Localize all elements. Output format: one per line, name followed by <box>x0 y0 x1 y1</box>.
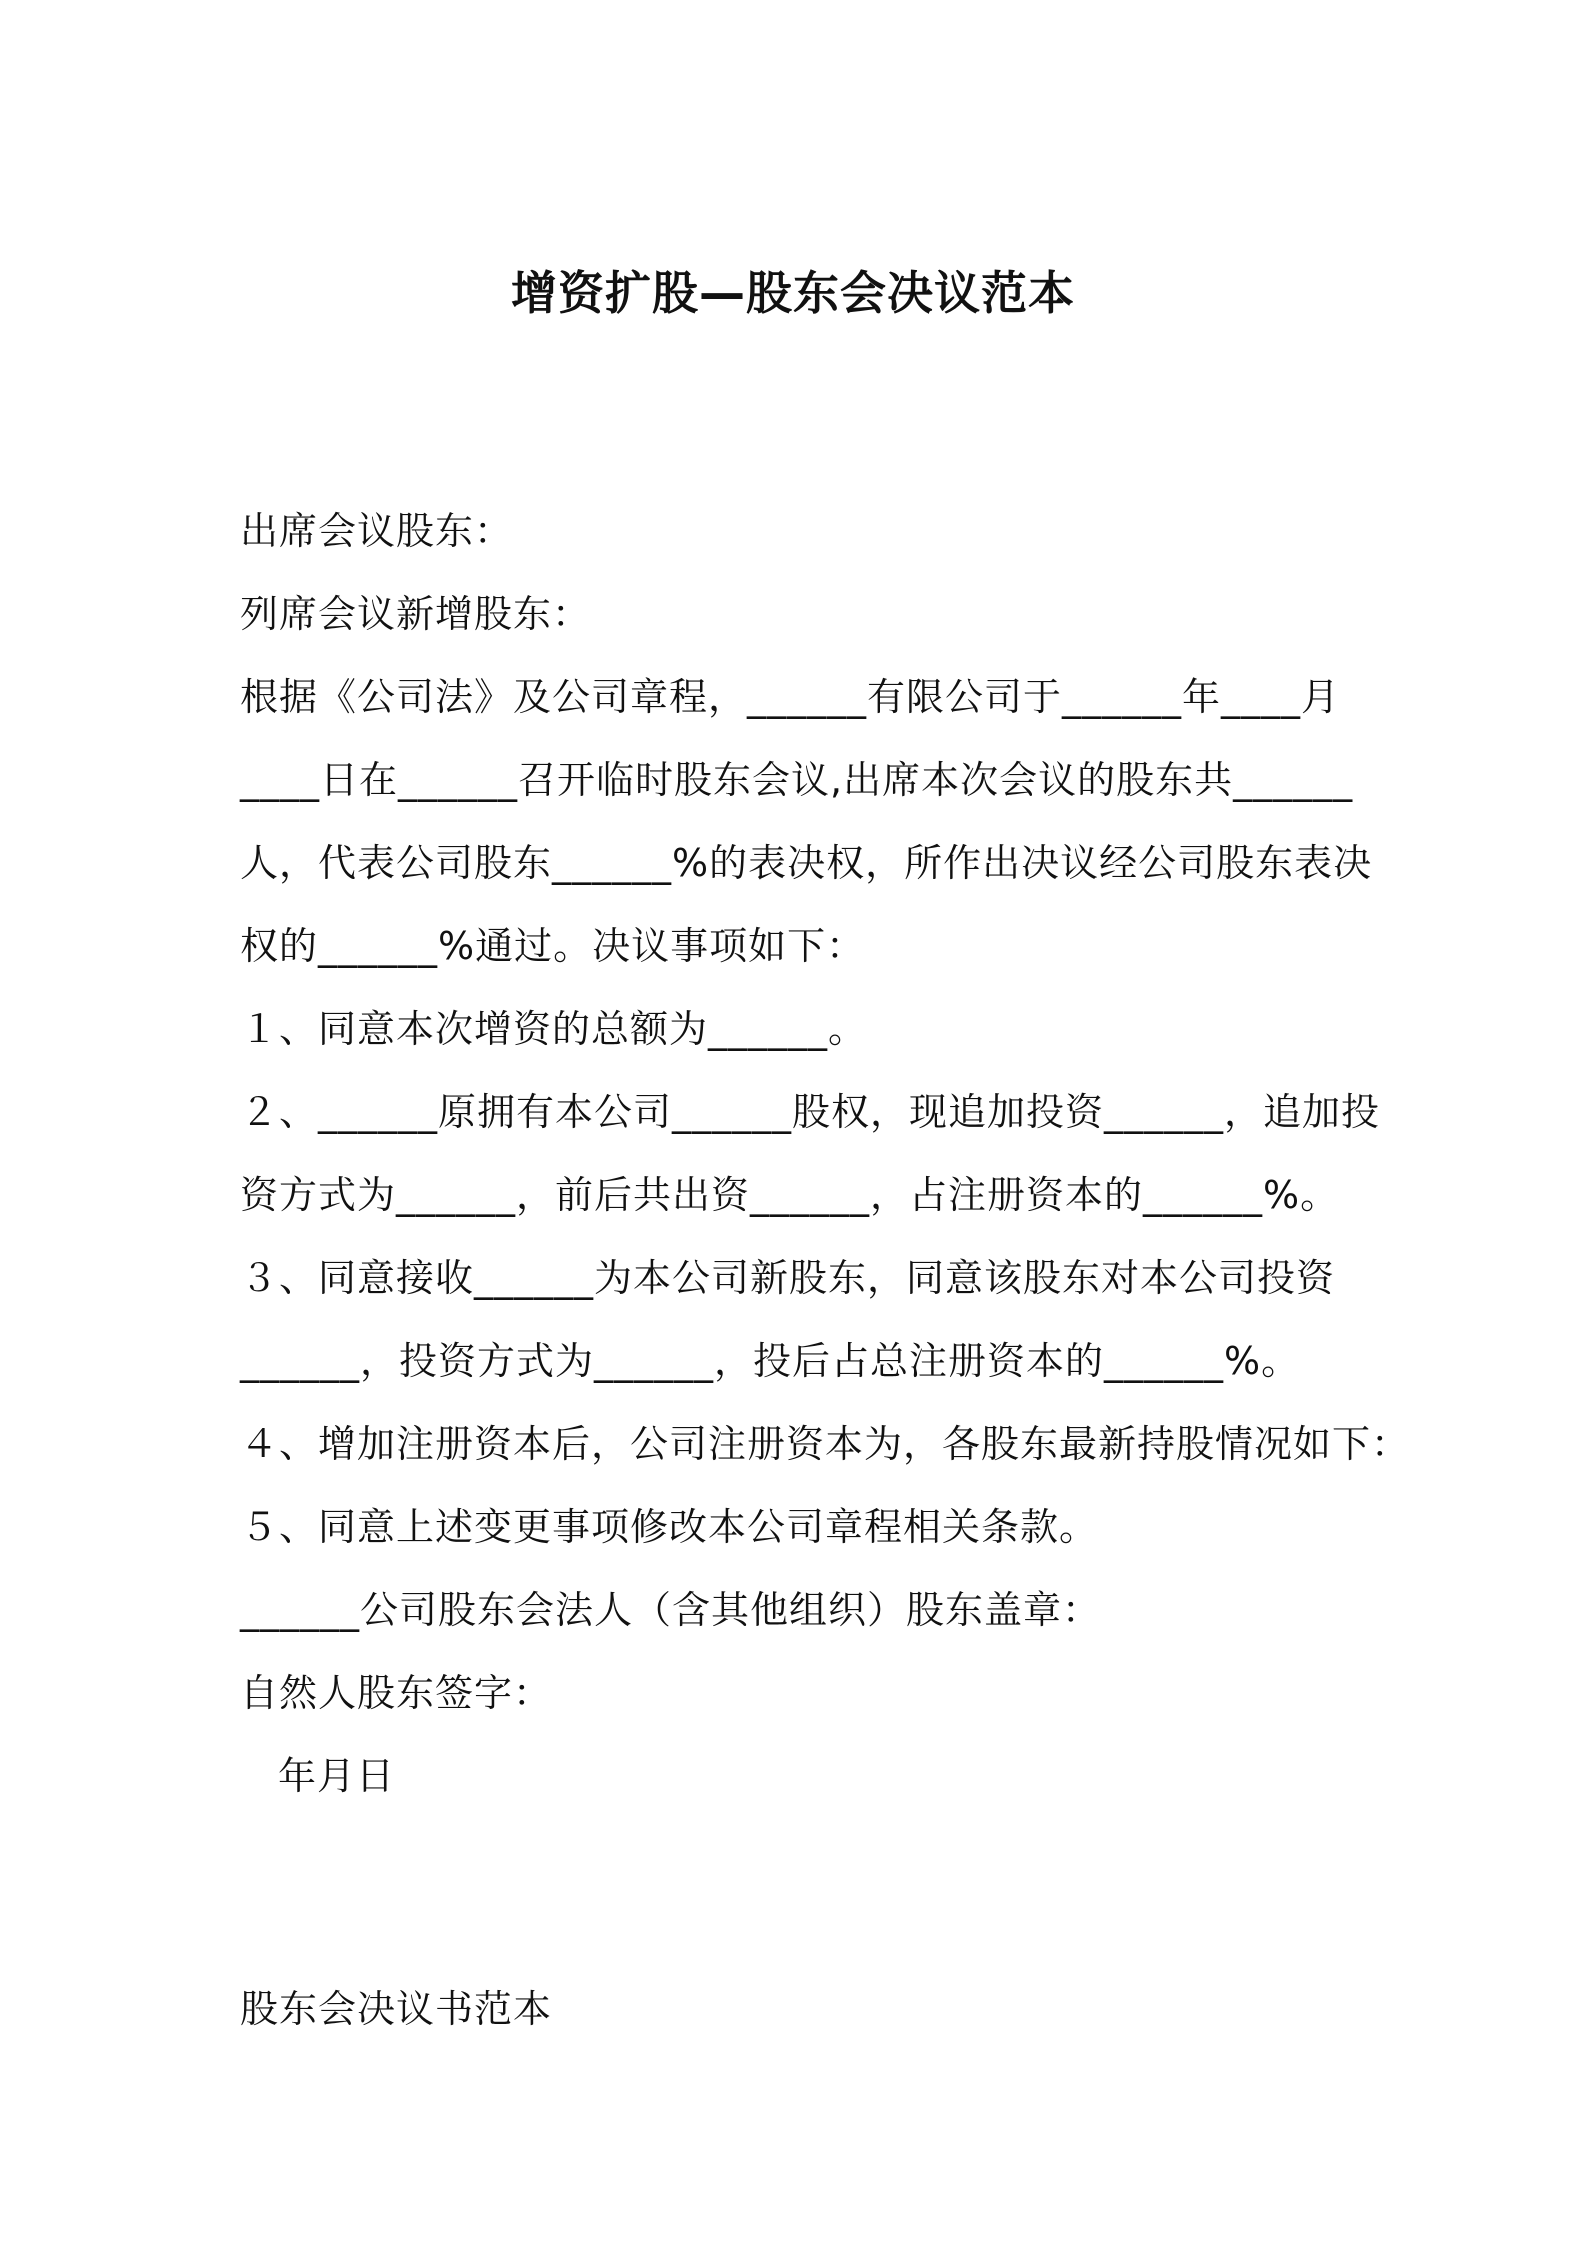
document-body <box>240 490 1411 2051</box>
paragraph-line: 人，代表公司股东______%的表决权，所作出决议经公司股东表决 <box>240 841 1373 885</box>
paragraph-line: 权的______%通过。决议事项如下： <box>240 924 866 968</box>
date-line: 年月日 <box>278 1754 396 1798</box>
corporate-seal-line: ______公司股东会法人（含其他组织）股东盖章： <box>240 1588 1102 1632</box>
natural-person-signature-line: 自然人股东签字： <box>240 1671 553 1715</box>
resolution-item-5: ５、同意上述变更事项修改本公司章程相关条款。 <box>240 1505 1099 1549</box>
paragraph-line: 根据《公司法》及公司章程，______有限公司于______年____月 <box>240 675 1341 719</box>
new-shareholders-line: 列席会议新增股东： <box>240 592 592 636</box>
footer-heading: 股东会决议书范本 <box>240 1987 553 2031</box>
resolution-item-2-cont: 资方式为______，前后共出资______，占注册资本的______%。 <box>240 1173 1340 1217</box>
paragraph-line: ____日在______召开临时股东会议,出席本次会议的股东共______ <box>240 758 1354 802</box>
resolution-item-2: ２、______原拥有本公司______股权，现追加投资______，追加投 <box>240 1090 1381 1134</box>
document-title: 增资扩股—股东会决议范本 <box>511 266 1075 320</box>
resolution-item-3: ３、同意接收______为本公司新股东，同意该股东对本公司投资 <box>240 1256 1336 1300</box>
resolution-item-4: ４、增加注册资本后，公司注册资本为，各股东最新持股情况如下： <box>240 1422 1411 1466</box>
spacer <box>240 1818 1360 1968</box>
resolution-item-1: １、同意本次增资的总额为______。 <box>240 1007 868 1051</box>
resolution-item-3-cont: ______，投资方式为______，投后占总注册资本的______%。 <box>240 1339 1301 1383</box>
attending-shareholders-line: 出席会议股东： <box>240 509 514 553</box>
